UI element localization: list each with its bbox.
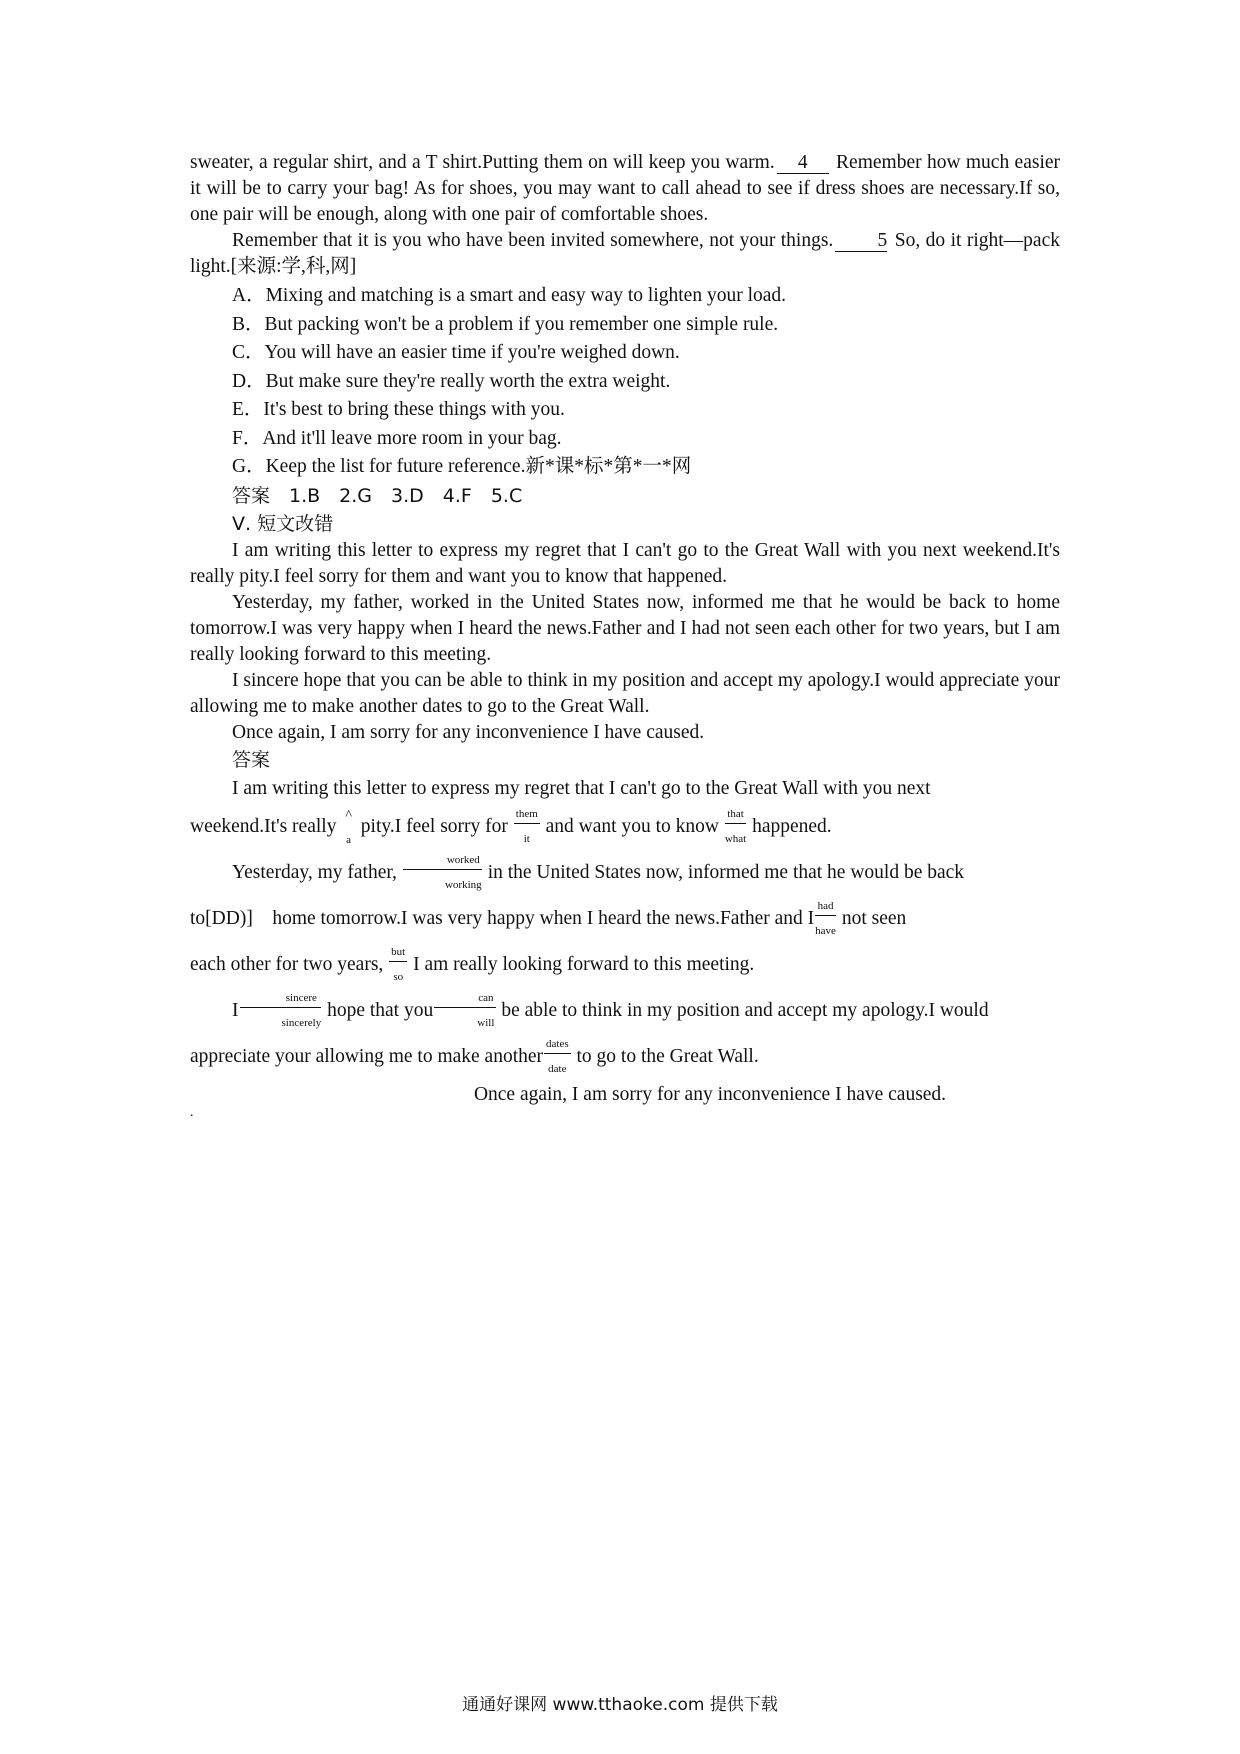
passage-text: Remember how much easier it will be to carry your bag! As for shoes, you may want to call ahead to see if dress shoes are necessary.If so, one pair will be enough, along with one pair of comfortable shoes. <box>190 152 1061 225</box>
corrected-word: will <box>477 1017 495 1030</box>
inserted-word: a <box>346 833 352 846</box>
error-paragraph-4: Once again, I am sorry for any inconvenience I have caused. <box>232 721 705 743</box>
corrected-text: to go to the Great Wall. <box>576 1045 759 1067</box>
passage-text: So, do it right—pack light.[来源:学,科,网] <box>190 230 1060 277</box>
corrected-word: it <box>523 833 530 846</box>
corrected-line-5 <box>190 942 1060 988</box>
blank-5: 5 <box>835 231 887 252</box>
corrected-text: pity.I feel sorry for <box>360 815 508 837</box>
blank-4: 4 <box>777 153 829 174</box>
page-footer: 通通好课网 www.tthaoke.com 提供下载 <box>462 1695 778 1715</box>
original-word: worked <box>403 855 482 870</box>
section-5-title: Ⅴ. 短文改错 <box>232 512 334 535</box>
option-c: C．You will have an easier time if you're weighed down. <box>232 342 680 363</box>
corrected-text: hope that you <box>327 999 434 1021</box>
corrected-text: to[DD)] home tomorrow.I was very happy when I heard the news.Father and I <box>190 907 815 929</box>
corrected-word: have <box>815 925 836 938</box>
correction-mark <box>725 809 746 845</box>
corrected-text: not seen <box>841 907 907 929</box>
correction-mark <box>403 855 482 891</box>
corrected-text: I <box>232 999 239 1021</box>
original-word: can <box>434 993 495 1008</box>
passage-paragraph-2 <box>190 228 1060 280</box>
passage-text: sweater, a regular shirt, and a T shirt.Putting them on will keep you warm. <box>190 152 775 173</box>
passage-text: Remember that it is you who have been invited somewhere, not your things. <box>232 230 834 251</box>
insert-mark <box>345 809 352 846</box>
corrected-text: each other for two years, <box>190 953 384 975</box>
corrected-word: so <box>393 971 404 984</box>
corrected-line-2 <box>190 804 1060 850</box>
correction-mark <box>434 993 495 1029</box>
page-content <box>190 150 1060 1110</box>
corrected-text: appreciate your allowing me to make another <box>190 1045 544 1067</box>
caret-symbol: ^ <box>345 807 352 823</box>
corrected-line-8: Once again, I am sorry for any inconvenience I have caused. <box>473 1083 947 1105</box>
option-b: B．But packing won't be a problem if you remember one simple rule. <box>232 313 779 335</box>
corrected-line-3 <box>190 850 1060 896</box>
option-g: G．Keep the list for future reference.新*课*标*第*一*网 <box>232 456 692 477</box>
corrected-text: happened. <box>752 815 832 837</box>
corrected-text: and want you to know <box>545 815 719 837</box>
corrected-passage <box>190 774 1060 1110</box>
passage-paragraph-1 <box>190 150 1060 228</box>
original-word: but <box>389 947 407 962</box>
option-a: A．Mixing and matching is a smart and easy way to lighten your load. <box>232 285 787 306</box>
corrected-line-6 <box>190 988 1060 1034</box>
correction-mark <box>389 947 407 983</box>
original-word: had <box>815 901 836 916</box>
original-word: sincere <box>240 993 322 1008</box>
stray-dot: . <box>190 1105 194 1120</box>
error-paragraph-2: Yesterday, my father, worked in the United States now, informed me that he would be back to home tomorrow.I was very happy when I heard the news.Father and I had not seen each other for two years, but I am really looking forward to this meeting. <box>190 591 1060 665</box>
correction-mark <box>544 1039 571 1075</box>
option-f: F．And it'll leave more room in your bag. <box>232 427 562 449</box>
corrected-text: in the United States now, informed me that he would be back <box>487 861 965 883</box>
original-word: dates <box>544 1039 571 1054</box>
correction-mark <box>815 901 836 937</box>
corrected-word: date <box>548 1063 567 1076</box>
answer-heading: 答案 <box>232 748 271 771</box>
correction-mark <box>240 993 322 1029</box>
error-paragraph-1: I am writing this letter to express my regret that I can't go to the Great Wall with you next weekend.It's really pity.I feel sorry for them and want you to know that happened. <box>190 539 1060 587</box>
corrected-word: working <box>444 879 482 892</box>
correction-mark <box>514 809 540 845</box>
corrected-line-1: I am writing this letter to express my regret that I can't go to the Great Wall with you next <box>232 777 931 799</box>
corrected-word: sincerely <box>281 1017 322 1030</box>
corrected-text: be able to think in my position and accept my apology.I would <box>501 999 989 1021</box>
original-word: that <box>725 809 746 824</box>
corrected-text: I am really looking forward to this meeting. <box>413 953 755 975</box>
corrected-word: what <box>724 833 747 846</box>
corrected-line-7 <box>190 1034 1060 1080</box>
original-word: them <box>514 809 540 824</box>
options-list <box>190 282 1060 482</box>
option-d: D．But make sure they're really worth the extra weight. <box>232 370 671 392</box>
corrected-text: weekend.It's really <box>190 815 337 837</box>
corrected-text: Yesterday, my father, <box>232 861 397 883</box>
error-paragraph-3: I sincere hope that you can be able to think in my position and accept my apology.I would appreciate your allowing me to make another dates to go to the Great Wall. <box>190 669 1060 717</box>
answer-line: 答案 1.B 2.G 3.D 4.F 5.C <box>232 484 523 507</box>
option-e: E．It's best to bring these things with you. <box>232 399 565 420</box>
corrected-line-4 <box>190 896 1060 942</box>
